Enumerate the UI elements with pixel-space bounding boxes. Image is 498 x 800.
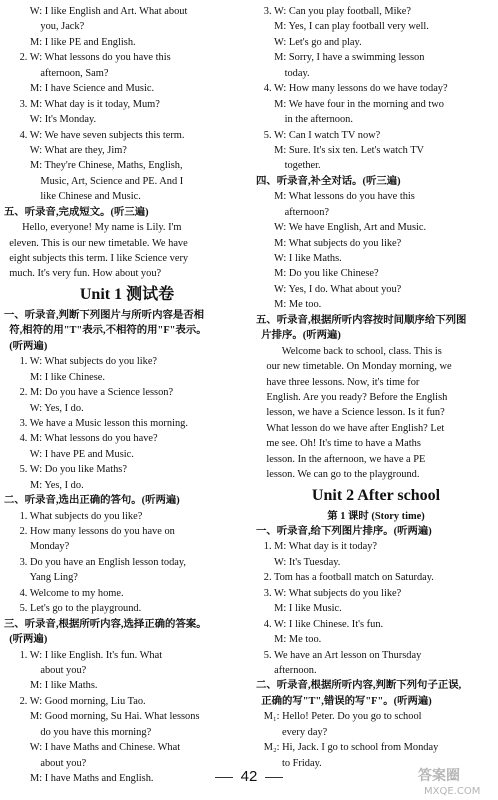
text-line: about you?	[4, 757, 87, 769]
text-line: M: We have four in the morning and two	[256, 98, 444, 110]
watermark-logo	[416, 764, 494, 798]
text-line: 4. W: How many lessons do we have today?	[256, 83, 448, 95]
text-line: 1. M: What day is it today?	[256, 541, 378, 553]
text-line: 3. W: What subjects do you like?	[256, 587, 402, 599]
text-line: M: What lessons do you have this	[256, 191, 415, 203]
text-line: W: We have English, Art and Music.	[256, 222, 427, 234]
text-line: like Chinese and Music.	[4, 191, 141, 203]
text-line: 4. M: What lessons do you have?	[4, 433, 158, 445]
text-line: Monday?	[4, 541, 70, 553]
text-line: M: What subjects do you like?	[256, 237, 402, 249]
text-line: W: I like Maths.	[256, 253, 342, 264]
section-heading: 一、听录音,判断下列图片与所听内容是否相	[4, 309, 205, 321]
text-line: M₁: Hello! Peter. Do you go to school	[256, 711, 422, 723]
text-line: M: Sure. It's six ten. Let's watch TV	[256, 144, 425, 156]
section-heading: (听两遍)	[4, 340, 48, 352]
section-heading: 五、听录音,根据所听内容按时间顺序给下列图	[256, 314, 467, 326]
text-line: much. It's very fun. How about you?	[4, 268, 162, 280]
text-line: 3. M: What day is it today, Mum?	[4, 98, 160, 110]
text-line: have three lessons. Now, it's time for	[256, 376, 420, 388]
svg-text:答案圈: 答案圈	[418, 768, 460, 784]
text-line: 1. W: I like English. It's fun. What	[4, 649, 163, 661]
text-line: Hello, everyone! My name is Lily. I'm	[4, 222, 182, 234]
text-line: you, Jack?	[4, 21, 85, 33]
text-line: today.	[256, 67, 310, 79]
text-line: to Friday.	[256, 757, 322, 769]
text-line: M₂: Hi, Jack. I go to school from Monday	[256, 742, 439, 754]
text-line: M: I like Chinese.	[4, 371, 106, 383]
text-line: M: Yes, I can play football very well.	[256, 21, 429, 33]
text-line: 2. How many lessons do you have on	[4, 526, 175, 537]
text-line: 2. Tom has a football match on Saturday.	[256, 572, 434, 584]
text-line: about you?	[4, 664, 87, 676]
text-line: 1. W: What subjects do you like?	[4, 356, 158, 368]
text-line: 3. W: Can you play football, Mike?	[256, 6, 411, 17]
text-line: W: Yes, I do.	[4, 402, 84, 414]
text-line: 4. Welcome to my home.	[4, 587, 124, 599]
text-line: W: What are they, Jim?	[4, 144, 127, 156]
section-heading: 五、听录音,完成短文。(听三遍)	[4, 206, 149, 218]
text-line: W: I have PE and Music.	[4, 448, 134, 460]
text-line: me see. Oh! It's time to have a Maths	[256, 438, 421, 450]
text-line: 2. M: Do you have a Science lesson?	[4, 387, 174, 399]
text-line: W: Yes, I do. What about you?	[256, 283, 402, 295]
svg-text:MXQE.COM: MXQE.COM	[424, 786, 481, 797]
text-line: W: It's Monday.	[4, 114, 97, 126]
text-line: afternoon, Sam?	[4, 67, 109, 79]
page-number-text: 42	[240, 768, 258, 785]
text-line: lesson, we have a Science lesson. Is it fun?	[256, 407, 445, 419]
text-line: 3. We have a Music lesson this morning.	[4, 417, 188, 429]
text-line: English. Are you ready? Before the English	[256, 391, 448, 403]
text-line: 2. W: What lessons do you have this	[4, 52, 171, 64]
text-line: W: Let's go and play.	[256, 36, 362, 48]
section-heading: (听两遍)	[4, 634, 48, 646]
text-line: our new timetable. On Monday morning, we	[256, 361, 452, 373]
text-line: 4. W: We have seven subjects this term.	[4, 129, 185, 141]
section-heading: 正确的写"T",错误的写"F"。(听两遍)	[256, 695, 432, 707]
text-line: 1. What subjects do you like?	[4, 510, 143, 522]
text-line: 2. W: Good morning, Liu Tao.	[4, 695, 146, 707]
section-heading: 二、听录音,根据所听内容,判断下列句子正误,	[256, 680, 462, 692]
section-heading: 三、听录音,根据所听内容,选择正确的答案。	[4, 618, 207, 630]
section-heading: 四、听录音,补全对话。(听三遍)	[256, 175, 401, 187]
text-line: 5. Let's go to the playground.	[4, 603, 142, 615]
section-heading: 片排序。(听两遍)	[256, 330, 341, 342]
text-line: M: Good morning, Su Hai. What lessons	[4, 711, 200, 723]
text-line: lesson. We can go to the playground.	[256, 469, 420, 481]
text-line: W: I have Maths and Chinese. What	[4, 742, 181, 754]
text-line: W: It's Tuesday.	[256, 556, 341, 568]
text-line: 5. W: Do you like Maths?	[4, 464, 127, 476]
section-heading: 一、听录音,给下列图片排序。(听两遍)	[256, 526, 432, 537]
right-column	[256, 4, 496, 771]
unit-heading: Unit 2 After school	[311, 486, 441, 504]
text-line: every day?	[256, 726, 328, 738]
unit-heading: Unit 1 测试卷	[79, 285, 175, 303]
section-heading: 二、听录音,选出正确的答句。(听两遍)	[4, 495, 180, 507]
text-line: 5. W: Can I watch TV now?	[256, 129, 381, 141]
text-line: M: Sorry, I have a swimming lesson	[256, 52, 425, 64]
text-line: 3. Do you have an English lesson today,	[4, 556, 187, 568]
text-line: W: I like English and Art. What about	[4, 6, 188, 17]
text-line: 5. We have an Art lesson on Thursday	[256, 649, 422, 661]
left-column	[4, 4, 250, 786]
text-line: M: They're Chinese, Maths, English,	[4, 160, 183, 172]
text-line: 4. W: I like Chinese. It's fun.	[256, 618, 384, 630]
text-line: M: Do you like Chinese?	[256, 268, 379, 280]
text-line: Music, Art, Science and PE. And I	[4, 175, 184, 187]
text-line: lesson. In the afternoon, we have a PE	[256, 453, 426, 465]
text-line: M: I like PE and English.	[4, 36, 136, 48]
section-heading: 符,相符的用"T"表示,不相符的用"F"表示。	[4, 325, 207, 337]
text-line: eight subjects this term. I like Science very	[4, 253, 189, 264]
text-line: M: Me too.	[256, 634, 322, 646]
text-line: afternoon.	[256, 664, 317, 676]
text-line: M: I like Maths.	[4, 680, 98, 692]
text-line: afternoon?	[256, 206, 329, 218]
text-line: Yang Ling?	[4, 572, 78, 584]
lesson-subheading: 第 1 课时 (Story time)	[327, 510, 425, 522]
text-line: Welcome back to school, class. This is	[256, 345, 442, 357]
text-line: What lesson do we have after English? Let	[256, 422, 445, 434]
text-line: do you have this morning?	[4, 726, 152, 738]
text-line: in the afternoon.	[256, 114, 353, 126]
text-line: M: Yes, I do.	[4, 479, 84, 491]
text-line: M: Me too.	[256, 299, 322, 311]
text-line: M: I have Maths and English.	[4, 773, 154, 784]
text-line: together.	[256, 160, 321, 172]
text-line: M: I have Science and Music.	[4, 83, 155, 95]
text-line: eleven. This is our new timetable. We have	[4, 237, 188, 249]
text-line: M: I like Music.	[256, 603, 342, 615]
